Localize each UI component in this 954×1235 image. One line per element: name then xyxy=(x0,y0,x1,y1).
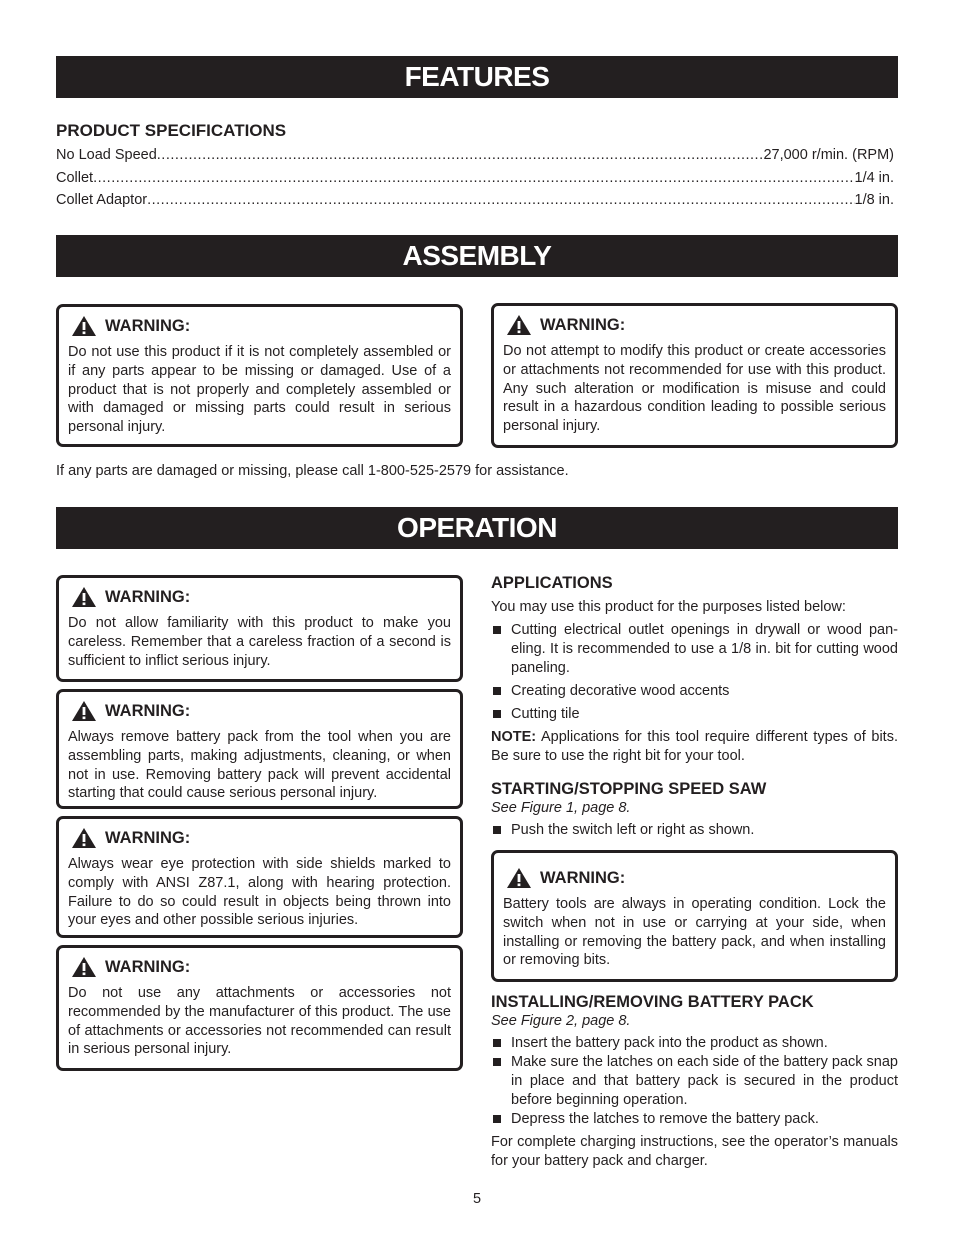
warning-header xyxy=(506,314,886,336)
list-item: Cutting tile xyxy=(491,705,898,724)
battery-heading: INSTALLING/REMOVING BATTERY PACK xyxy=(491,993,814,1011)
note-text: Applications for this tool require different types of bits. Be sure to use the right bit for your tool. xyxy=(491,729,898,764)
warning-triangle-icon xyxy=(506,314,532,336)
warning-title: WARNING: xyxy=(540,868,626,887)
note-label: NOTE: xyxy=(491,729,537,745)
applications-note xyxy=(491,728,898,766)
warning-box xyxy=(491,303,898,448)
warning-header xyxy=(71,956,451,978)
warning-text: Do not allow familiarity with this product to make you careless. Remember that a careless fraction of a second is sufficient to inflict serious injury. xyxy=(68,615,451,669)
starting-stopping-section xyxy=(491,779,898,840)
warning-text: Do not use this product if it is not completely assembled or if any parts appear to be missing or damaged. Use of a product that is not properly and completely assembled or with damaged or missing parts could result in serious personal injury. xyxy=(68,344,451,436)
list-item: Creating decorative wood accents xyxy=(491,682,898,701)
spec-row xyxy=(56,167,894,190)
figure-reference: See Figure 1, page 8. xyxy=(491,800,631,816)
spec-label: No Load Speed xyxy=(56,147,157,163)
list-item: Cutting electrical outlet openings in drywall or wood pan-eling. It is recommended to use a 1/8 in. bit for cutting wood paneling. xyxy=(491,621,898,678)
warning-title: WARNING: xyxy=(105,957,191,976)
warning-box xyxy=(491,850,898,982)
figure-reference: See Figure 2, page 8. xyxy=(491,1013,631,1029)
warning-header xyxy=(71,315,451,337)
warning-box xyxy=(56,816,463,938)
spec-value: 27,000 r/min. (RPM) xyxy=(763,147,894,163)
product-specifications xyxy=(56,121,894,212)
spec-row xyxy=(56,189,894,212)
battery-section xyxy=(491,992,898,1171)
list-item: Insert the battery pack into the product as shown. xyxy=(491,1034,898,1053)
applications-intro: You may use this product for the purposes listed below: xyxy=(491,599,846,615)
spec-value: 1/8 in. xyxy=(854,192,894,209)
leader-dots xyxy=(93,167,854,190)
warning-box xyxy=(56,945,463,1071)
warning-title: WARNING: xyxy=(105,316,191,335)
spec-label: Collet Adaptor xyxy=(56,192,148,209)
warning-triangle-icon xyxy=(506,867,532,889)
starting-list xyxy=(491,821,898,840)
warning-box xyxy=(56,689,463,809)
battery-footer: For complete charging instructions, see the operator’s manuals for your battery pack and charger. xyxy=(491,1134,898,1169)
list-item: Depress the latches to remove the battery pack. xyxy=(491,1110,898,1129)
spec-heading: PRODUCT SPECIFICATIONS xyxy=(56,121,287,140)
warning-text: Do not use any attachments or accessories not recommended by the manufacturer of this product. The use of attachments or accessories not recommended can result in serious personal injury. xyxy=(68,985,451,1058)
warning-box xyxy=(56,304,463,447)
warning-title: WARNING: xyxy=(540,315,626,334)
warning-box xyxy=(56,575,463,682)
warning-triangle-icon xyxy=(71,827,97,849)
starting-heading: STARTING/STOPPING SPEED SAW xyxy=(491,780,767,798)
warning-title: WARNING: xyxy=(105,587,191,606)
warning-text: Always wear eye protection with side shields marked to comply with ANSI Z87.1, along with hearing protection. Failure to do so could result in objects being thrown into your eyes and other possible serious injuries. xyxy=(68,856,451,929)
assistance-text: If any parts are damaged or missing, please call 1-800-525-2579 for assistance. xyxy=(56,463,569,479)
warning-triangle-icon xyxy=(71,315,97,337)
warning-text: Do not attempt to modify this product or create accessories or attachments not recommended for use with this product. Any such alteration or modification is misuse and could result in a hazardous condition leading to possible serious personal injury. xyxy=(503,343,886,435)
warning-header xyxy=(71,827,451,849)
list-item: Make sure the latches on each side of the battery pack snap in place and that battery pack is secured in the product before beginning operation. xyxy=(491,1053,898,1110)
spec-label: Collet xyxy=(56,169,94,186)
applications-section xyxy=(491,573,898,766)
battery-list xyxy=(491,1034,898,1129)
warning-title: WARNING: xyxy=(105,701,191,720)
applications-list xyxy=(491,621,898,724)
leader-dots xyxy=(147,189,854,212)
list-item: Push the switch left or right as shown. xyxy=(491,821,898,840)
warning-triangle-icon xyxy=(71,586,97,608)
warning-triangle-icon xyxy=(71,700,97,722)
warning-text: Always remove battery pack from the tool when you are assembling parts, making adjustments, cleaning, or when not in use. Removing battery pack will prevent accidental starting that could cause serious personal injury. xyxy=(68,729,451,802)
assembly-banner: ASSEMBLY xyxy=(56,235,898,277)
spec-value: 1/4 in. xyxy=(854,169,894,186)
warning-header xyxy=(71,586,451,608)
spec-row xyxy=(56,144,894,167)
leader-dots xyxy=(157,144,764,167)
applications-heading: APPLICATIONS xyxy=(491,574,613,592)
operation-banner: OPERATION xyxy=(56,507,898,549)
features-banner: FEATURES xyxy=(56,56,898,98)
warning-title: WARNING: xyxy=(105,828,191,847)
warning-triangle-icon xyxy=(71,956,97,978)
warning-header xyxy=(506,867,886,889)
warning-header xyxy=(71,700,451,722)
warning-text: Battery tools are always in operating condition. Lock the switch when not in use or carrying at your side, when installing or removing the battery pack, and when installing or removing bits. xyxy=(503,896,886,969)
page-number: 5 xyxy=(472,1191,482,1207)
